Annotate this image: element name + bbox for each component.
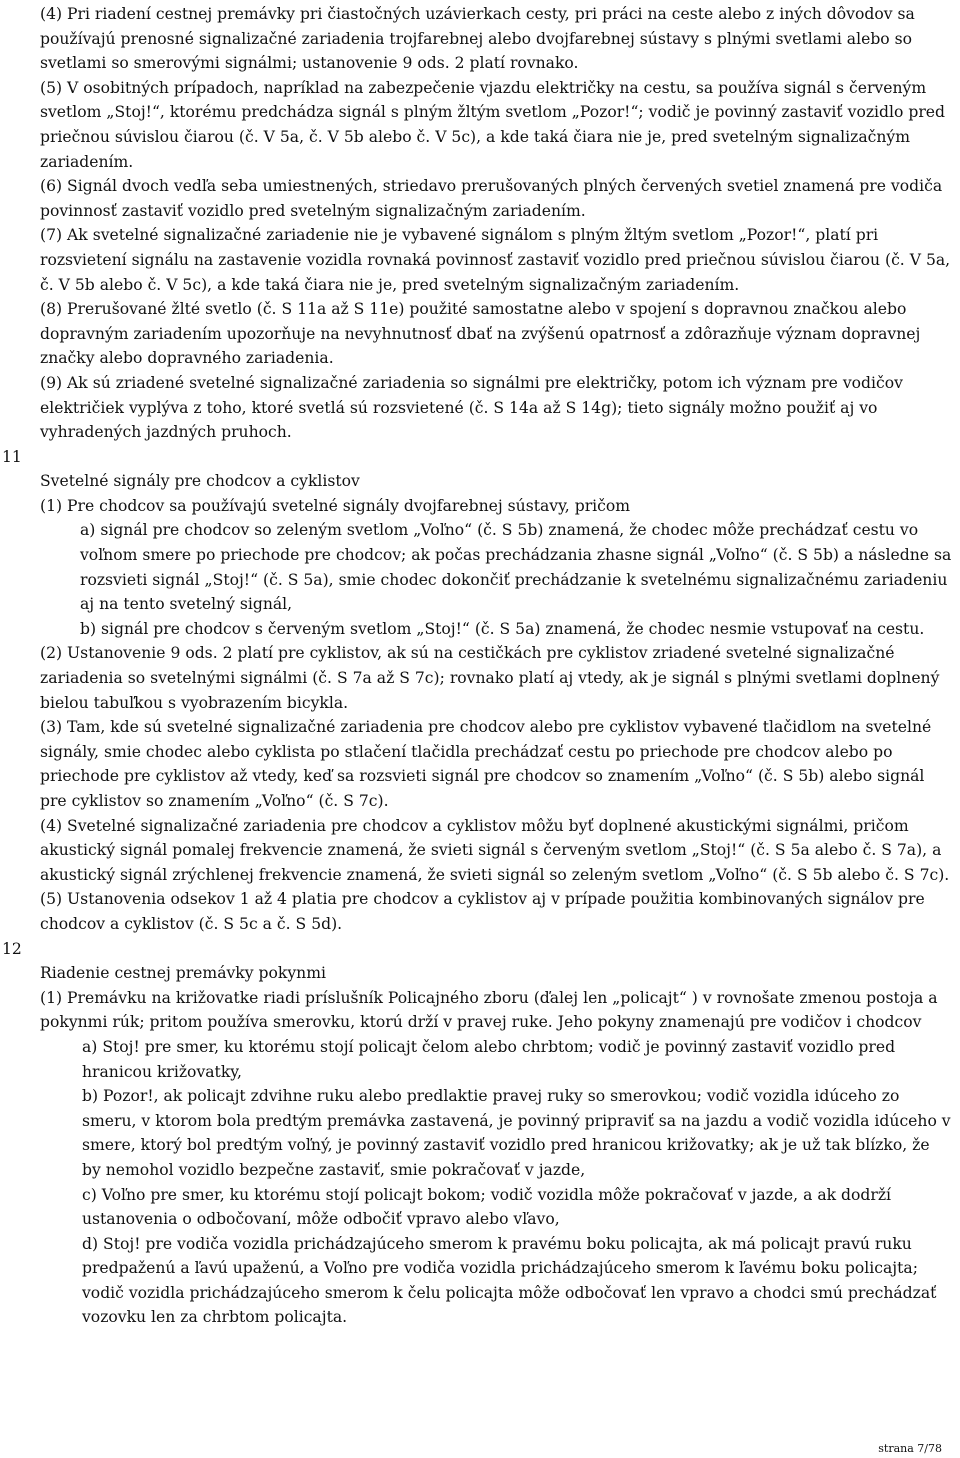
paragraph-s11-5: (5) Ustanovenia odsekov 1 až 4 platia pre chodcov a cyklistov aj v prípade použitia kombinovaných signálov pre chodcov a cyklistov (č. S 5c a č. S 5d). (40, 890, 925, 933)
paragraph-s10-9: (9) Ak sú zriadené svetelné signalizačné zariadenia so signálmi pre električky, potom ich význam pre vodičov električiek vyplýva z toho, ktoré svetlá sú rozsvietené (č. S 14a až S 14g); tieto signály možno použiť aj vo vyhradených jazdných pruhoch. (40, 373, 903, 442)
paragraph-s11-1b: b) signál pre chodcov s červeným svetlom „Stoj!“ (č. S 5a) znamená, že chodec nesmie vstupovať na cestu. (80, 619, 925, 638)
paragraph-s11-4: (4) Svetelné signalizačné zariadenia pre chodcov a cyklistov môžu byť doplnené akustickými signálmi, pričom akustický signál pomalej frekvencie znamená, že svieti signál s červeným svetlom „Stoj!“ (č. S 5a alebo č. S 7a), a akustický signál zrýchlenej frekvencie znamená, že svieti signál so zeleným svetlom „Voľno“ (č. S 5b alebo č. S 7c). (40, 816, 950, 884)
paragraph-s10-5: (5) V osobitných prípadoch, napríklad na zabezpečenie vjazdu električky na cestu, sa používa signál s červeným svetlom „Stoj!“, ktorému predchádza signál s plným žltým svetlom „Pozor!“; vodič je povinný zastaviť vozidlo pred priečnou súvislou čiarou (č. V 5a, č. V 5b alebo č. V 5c), a kde taká čiara nie je, pred svetelným signalizačným zariadením. (40, 78, 945, 171)
paragraph-s12-1d: d) Stoj! pre vodiča vozidla prichádzajúceho smerom k pravému boku policajta, ak má policajt pravú ruku predpaženú a ľavú upaženú, a Voľno pre vodiča vozidla prichádzajúceho smerom k ľavému boku policajta; vodič vozidla prichádzajúceho smerom k čelu policajta môže odbočovať len vpravo a chodci smú prechádzať vozovku len za chrbtom policajta. (82, 1234, 937, 1327)
paragraph-s11-1: (1) Pre chodcov sa používajú svetelné signály dvojfarebnej sústavy, pričom (40, 496, 631, 515)
paragraph-s12-1: (1) Premávku na križovatke riadi príslušník Policajného zboru (ďalej len „policajt“ ) v rovnošate zmenou postoja a pokynmi rúk; pritom používa smerovku, ktorú drží v pravej ruke. Jeho pokyny znamenajú pre vodičov i chodcov (40, 988, 938, 1032)
paragraph-s12-1b: b) Pozor!, ak policajt zdvihne ruku alebo predlaktie pravej ruky so smerovkou; vodič vozidla idúceho zo smeru, v ktorom bola predtým premávka zastavená, je povinný pripraviť sa na jazdu a vodič vozidla idúceho v smere, ktorý bol predtým voľný, je povinný zastaviť vozidlo pred hranicou križovatky; ak je už tak blízko, že by nemohol vozidlo bezpečne zastaviť, smie pokračovať v jazde, (82, 1087, 951, 1179)
paragraph-s11-1a: a) signál pre chodcov so zeleným svetlom „Voľno“ (č. S 5b) znamená, že chodec môže prechádzať cestu vo voľnom smere po priechode pre chodcov; ak počas prechádzania zhasne signál „Voľno“ (č. S 5b) a následne sa rozsvieti signál „Stoj!“ (č. S 5a), smie chodec dokončiť prechádzanie k svetelnému signalizačnému zariadeniu aj na tento svetelný signál, (80, 521, 952, 614)
paragraph-s11-2: (2) Ustanovenie 9 ods. 2 platí pre cyklistov, ak sú na cestičkách pre cyklistov zriadené svetelné signalizačné zariadenia so svetelnými signálmi (č. S 7a až S 7c); rovnako platí aj vtedy, ak je signál s plnými svetlami doplnený bielou tabuľkou s vyobrazením bicykla. (40, 644, 940, 712)
section-number-12: 12 (2, 940, 22, 959)
document-body (2, 2, 952, 1330)
page-number: strana 7/78 (878, 1442, 942, 1455)
section-number-11: 11 (2, 448, 22, 467)
paragraph-s10-6: (6) Signál dvoch vedľa seba umiestnených, striedavo prerušovaných plných červených svetiel znamená pre vodiča povinnosť zastaviť vozidlo pred svetelným signalizačným zariadením. (40, 177, 943, 220)
paragraph-s12-1c: c) Voľno pre smer, ku ktorému stojí policajt bokom; vodič vozidla môže pokračovať v jazde, a ak dodrží ustanovenia o odbočovaní, môže odbočiť vpravo alebo vľavo, (82, 1185, 892, 1229)
paragraph-s12-1a: a) Stoj! pre smer, ku ktorému stojí policajt čelom alebo chrbtom; vodič je povinný zastaviť vozidlo pred hranicou križovatky, (82, 1037, 896, 1081)
section-11-title: Svetelné signály pre chodcov a cyklistov (40, 472, 360, 491)
section-12-title: Riadenie cestnej premávky pokynmi (40, 964, 326, 983)
paragraph-s10-8: (8) Prerušované žlté svetlo (č. S 11a až S 11e) použité samostatne alebo v spojení s dopravnou značkou alebo dopravným zariadením upozorňuje na nevyhnutnosť dbať na zvýšenú opatrnosť a zdôrazňuje význam dopravnej značky alebo dopravného zariadenia. (40, 300, 921, 368)
section-12-heading (2, 940, 952, 986)
section-11-heading (2, 448, 952, 494)
paragraph-s11-3: (3) Tam, kde sú svetelné signalizačné zariadenia pre chodcov alebo pre cyklistov vybavené tlačidlom na svetelné signály, smie chodec alebo cyklista po stlačení tlačidla prechádzať cestu po priechode pre chodcov alebo po priechode pre cyklistov až vtedy, keď sa rozsvieti signál pre chodcov so znamením „Voľno“ (č. S 5b) alebo signál pre cyklistov so znamením „Voľno“ (č. S 7c). (40, 718, 932, 810)
paragraph-s10-7: (7) Ak svetelné signalizačné zariadenie nie je vybavené signálom s plným žltým svetlom „Pozor!“, platí pri rozsvietení signálu na zastavenie vozidla rovnaká povinnosť zastaviť vozidlo pred priečnou súvislou čiarou (č. V 5a, č. V 5b alebo č. V 5c), a kde taká čiara nie je, pred svetelným signalizačným zariadením. (40, 226, 951, 294)
paragraph-s10-4: (4) Pri riadení cestnej premávky pri čiastočných uzávierkach cesty, pri práci na ceste alebo z iných dôvodov sa používajú prenosné signalizačné zariadenia trojfarebnej alebo dvojfarebnej sústavy s plnými svetlami alebo so svetlami so smerovými signálmi; ustanovenie 9 ods. 2 platí rovnako. (40, 5, 915, 73)
